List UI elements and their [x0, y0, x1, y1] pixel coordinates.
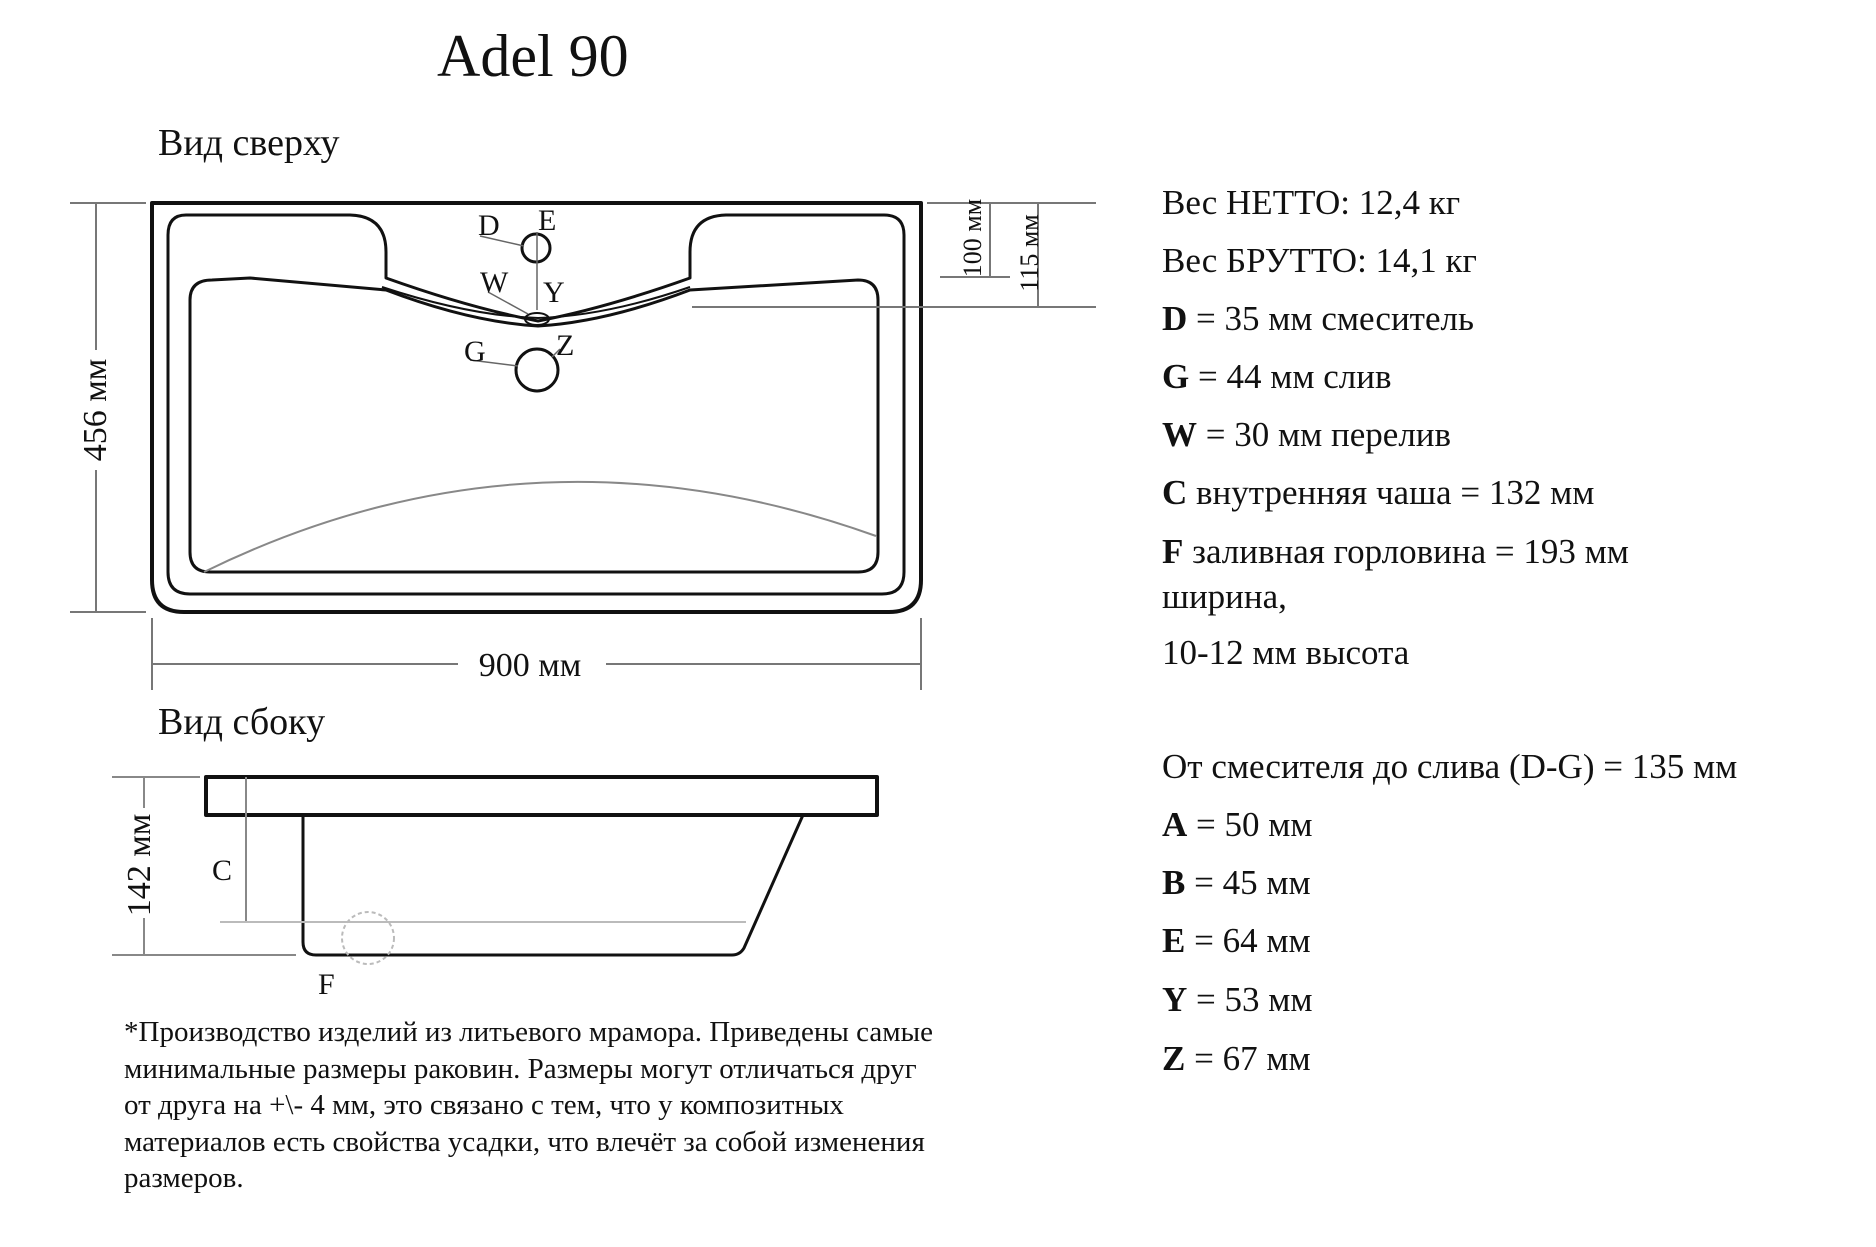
label-z: Z: [556, 329, 575, 362]
spec-w: W = 30 мм перелив: [1162, 415, 1452, 454]
top-view-heading: Вид сверху: [158, 122, 340, 164]
label-g: G: [464, 335, 486, 368]
spec-g: G = 44 мм слив: [1162, 357, 1392, 396]
side-view-outline: [206, 777, 877, 955]
top-view-dimension-lines: [70, 203, 1096, 690]
spec-b: B = 45 мм: [1162, 863, 1311, 902]
drain-hole: [516, 349, 558, 391]
spec-f: F заливная горловина = 193 мм: [1162, 532, 1629, 571]
side-deck: [206, 777, 877, 815]
label-c: C: [212, 854, 233, 887]
dim-115-label: 115 мм: [1015, 214, 1044, 292]
sink-basin: [190, 278, 878, 572]
basin-front-curve: [204, 482, 876, 572]
side-bowl: [303, 815, 803, 955]
production-note: *Производство изделий из литьевого мрамора. Приведены самые минимальные размеры раковин. Размеры могут отличаться друг от друга на +\- 4 мм, это связано с тем, что у композитных материалов есть свойства усадки, что влечёт за собой изменения размеров.: [124, 1016, 933, 1194]
spec-net-weight: Вес НЕТТО: 12,4 кг: [1162, 183, 1461, 222]
spec-a: A = 50 мм: [1162, 805, 1313, 844]
label-y: Y: [543, 276, 565, 309]
sink-inner-rim: [168, 215, 904, 594]
spec-c: C внутренняя чаша = 132 мм: [1162, 473, 1595, 512]
label-w: W: [480, 266, 509, 299]
spec-f-height: 10-12 мм высота: [1162, 633, 1410, 672]
spec-d-g-distance: От смесителя до слива (D-G) = 135 мм: [1162, 747, 1738, 786]
label-f: F: [318, 968, 335, 1001]
label-e: E: [538, 204, 557, 237]
spec-y: Y = 53 мм: [1162, 980, 1313, 1019]
spec-f-width: ширина,: [1162, 577, 1287, 616]
faucet-hole: [522, 234, 550, 262]
label-d: D: [478, 209, 500, 242]
side-view-heading: Вид сбоку: [158, 701, 326, 743]
height-dimension-label: 142 мм: [121, 813, 158, 917]
width-dimension-label: 900 мм: [478, 647, 582, 684]
spec-gross-weight: Вес БРУТТО: 14,1 кг: [1162, 241, 1477, 280]
spec-d: D = 35 мм смеситель: [1162, 299, 1474, 338]
spec-z: Z = 67 мм: [1162, 1039, 1311, 1078]
dim-100-label: 100 мм: [958, 198, 987, 278]
product-title: Adel 90: [437, 23, 629, 89]
depth-dimension-label: 456 мм: [77, 358, 114, 462]
spec-e: E = 64 мм: [1162, 921, 1311, 960]
